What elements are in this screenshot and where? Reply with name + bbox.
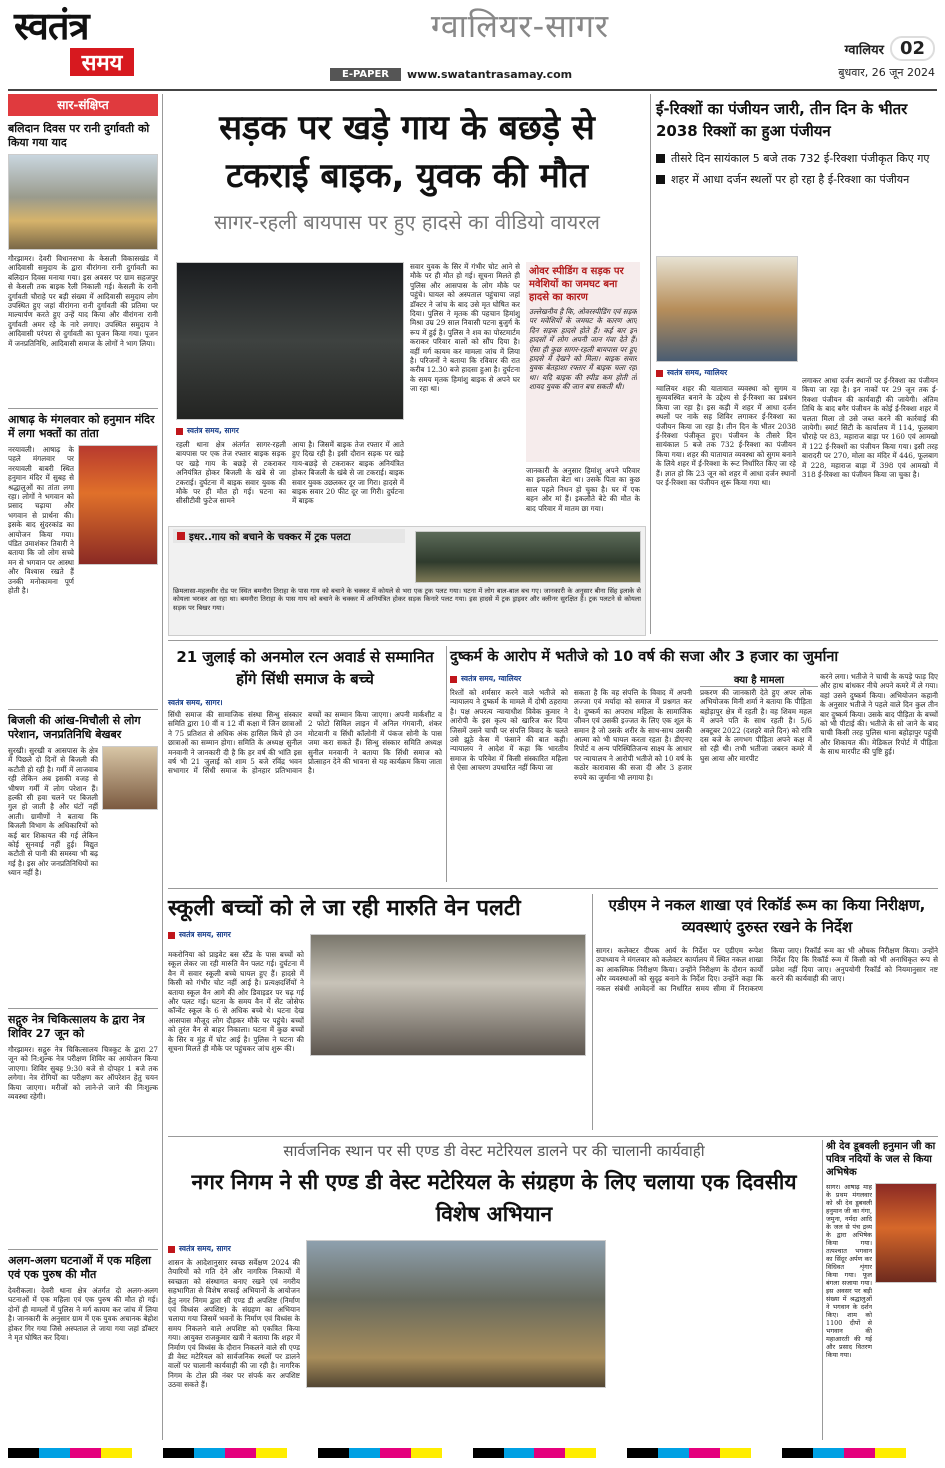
sidebar-body-5: देवरीकला। देवरी थाना क्षेत्र अंतर्गत दो अलग-अलग घटनाओं में एक महिला एवं एक पुरुष की मौत हो गई। दोनों ही मामलों में पुलिस ने मर्ग कायम कर जांच में लिया है। जानकारी के अनुसार ग्राम में एक युवक अचानक बेहोश होकर गिर गया जिसे अस्पताल ले जाया गया जहां डॉक्टर ने मृत घोषित कर दिया। <box>8 1286 158 1343</box>
date-line: बुधवार, 26 जून 2024 <box>838 66 935 79</box>
crime-box-title: क्या है मामला <box>700 672 818 687</box>
sidebar-body-2: नरयावली। आषाढ़ के पहले मंगलवार पर नरयावली बाबरी स्थित हनुमान मंदिर में सुबह से श्रद्धालुओं का तांता लगा रहा। लोगों ने भगवान को प्रसाद चढ़ाया और भगवान से प्रार्थना की। इसके बाद सुंदरकांड का आयोजन किया गया। पंडित उमाशंकर तिवारी ने बताया कि जो लोग सच्चे मन से भगवान पर आस्था और विश्वास रखते हैं उनकी मनोकामना पूर्ण होती है। <box>8 445 74 596</box>
logo-bottom-badge <box>70 48 134 76</box>
rickshaw-bullet-1: तीसरे दिन सायंकाल 5 बजे तक 732 ई-रिक्शा पंजीकृत किए गए <box>671 152 930 165</box>
logo[interactable] <box>14 4 134 84</box>
award-divider <box>446 646 447 882</box>
award-body: सिंधी समाज की सामाजिक संस्था सिन्धु संस्कार समिति द्वारा 10 वीं व 12 वीं कक्षा में जिन छात्राओं ने 75 प्रतिशत से अधिक अंक हासिल किये हो उन छात्राओं का सम्मान होगा। समिति के अध्यक्ष सुनील मनवानी ने जानकारी दी है कि हर वर्ष की भांति इस वर्ष भी 21 जुलाई को शाम 5 बजे रविंद्र भवन सभागार में सिंधी समाज के होनहार प्रतिभावान बच्चों का सम्मान किया जाएगा। अपनी मार्कशीट व 2 फोटो सिविल लाइन में अनिल गंगवानी, शंकर मोटवानी व सिंधी कॉलोनी में पंकज सोनी के पास जमा करा सकते हैं। सिन्धु संस्कार समिति अध्यक्ष सुनील मनवानी ने बताया कि सिंधी समाज को प्रोत्साहन देने की भावना से यह कार्यक्रम किया जाता है। <box>168 710 442 776</box>
cd-byline-text: स्वतंत्र समय, सागर <box>179 1244 231 1253</box>
lead-headline-line1[interactable]: सड़क पर खड़े गाय के बछड़े से <box>219 108 595 148</box>
sidebar-body-4: गौरझामर। सद्गुरु नेत्र चिकित्सालय चित्रकूट के द्वारा 27 जून को नि:शुल्क नेत्र परीक्षण शिविर का आयोजन किया जाएगा। शिविर सुबह 9:30 बजे से दोपहर 1 बजे तक लगेगा। नेत्र रोगियों का परीक्षण कर ऑपरेशन हेतु चयन किया जाएगा। मरीजों को लाने-ले जाने की निःशुल्क व्यवस्था रहेगी। <box>8 1045 158 1102</box>
crime-col-3: प्रकरण की जानकारी देते हुए अपर लोक अभियोजक मिनी शर्मा ने बताया कि पीड़िता बहोड़ापुर क्षेत्र में रहती है। वह शिवम महल में अपने पति के साथ रहती है। 5/6 अक्टूबर 2022 (दशहरे वाले दिन) को रात्रि दस बजे के लगभग पीड़िता अपने कक्ष में सो रही थी। तभी भतीजा जबरन कमरे में घुस आया और मारपीट <box>700 688 812 763</box>
crime-col-4: करने लगा। भतीजे ने चाची के कपड़े फाड़ दिए और हाथ बांधकर नीचे अपने कमरे में ले गया। वहां उसने दुष्कर्म किया। अभियोजन कहानी के अनुसार भतीजे ने पहले वाले दिन कुल तीन बार दुष्कर्म किया। उसके बाद पीड़िता के बच्चों को भी पीटाई की। भतीजे के सो जाने के बाद चाची किसी तरह पुलिस थाना बहोड़ापुर पहुंची और शिकायत की। मेडिकल रिपोर्ट में पीड़िता के साथ मारपीट की पुष्टि हुई। <box>820 672 938 757</box>
byline-bullet-icon <box>450 676 457 683</box>
sidebar-column <box>8 94 158 1440</box>
cd-story <box>168 1140 820 1440</box>
rickshaw-byline-text: स्वतंत्र समय, ग्वालियर <box>667 368 728 377</box>
bullet-square-icon <box>656 154 665 163</box>
van-photo <box>310 934 586 1056</box>
lead-col-4: जानकारी के अनुसार हिमांशु अपने परिवार का इकलौता बेटा था। उसके पिता का कुछ साल पहले निधन हो चुका है। घर में एक बहन और मां हैं। इकलौते बेटे की मौत के बाद परिवार में मातम छा गया। <box>526 466 640 513</box>
rickshaw-col-1: ग्वालियर शहर की यातायात व्यवस्था को सुगम व सुव्यवस्थित बनाने के उद्देश्य से ई-रिक्शा का प्रबंधन किया जा रहा है। इस कड़ी में शहर में आधा दर्जन स्थलों पर नाके सह शिविर लगाकर ई-रिक्शा का पंजीयन किया जा रहा है। तीन दिन के भीतर 2038 ई-रिक्शा पंजीकृत हुए। पंजीयन के तीसरे दिन सायंकाल 5 बजे तक 732 ई-रिक्शा का पंजीयन किया गया। शहर की यातायात व्यवस्था को सुगम बनाने के लिये शहर में ई-रिक्शा के रूट निर्धारित किए जा रहे हैं। ज्ञात हो कि 23 जून को शहर में आधा दर्जन स्थानों पर ई-रिक्शा का पंजीयन शुरू किया गया था। <box>656 384 796 488</box>
byline-bullet-icon <box>656 370 663 377</box>
temple-story <box>826 1140 938 1440</box>
crime-byline-text: स्वतंत्र समय, ग्वालियर <box>461 674 522 683</box>
crime-col-1: रिश्तों को शर्मसार करने वाले भतीजे को न्यायालय ने दुष्कर्म के मामले में दोषी ठहराया है। पक्ष अपरत्य न्यायाधीश विवेक कुमार ने आरोपी के इस कृत्य को खारिज कर दिया जिसमें उसने चाची पर संपत्ति विवाद के चलते उसे झूठे केस में फंसाने की बात कही। न्यायालय ने आदेश में कहा कि भारतीय समाज के परिवेश में किसी संस्कारित महिला से ऐसा आचरण उपधारित नहीं किया जा <box>450 688 568 773</box>
truck-photo <box>415 531 641 583</box>
lead-byline <box>176 426 404 436</box>
cd-byline <box>168 1244 231 1254</box>
cd-body-3 <box>612 1240 820 1438</box>
cd-divider <box>822 1140 823 1440</box>
bullet-square-icon <box>656 175 665 184</box>
page-info <box>790 36 935 80</box>
van-headline[interactable]: स्कूली बच्चों को ले जा रही मारुति वेन पलटी <box>168 896 521 921</box>
rickshaw-byline <box>656 368 798 378</box>
epaper-label: E-PAPER <box>330 68 401 81</box>
rickshaw-story <box>656 94 938 634</box>
row-divider-3 <box>168 1136 938 1137</box>
temple-body: सागर। आषाढ़ माह के प्रथम मंगलवार को श्री देव डूबवली हनुमान जी का गंगा, जमुना, नर्मदा आदि के जल से पंच द्रव्य के द्वारा अभिषेक किया गया। तत्पश्चात भगवान का सिंदूर अर्पण कर विधिवत शृंगार किया गया। फूल बंगला सजाया गया। इस अवसर पर बड़ी संख्या में श्रद्धालुओं ने भगवान के दर्शन किए। शाम को 1100 दीपों से भगवान की महाआरती की गई और प्रसाद वितरण किया गया। <box>826 1183 872 1359</box>
edition-title: ग्वालियर-सागर <box>430 7 610 45</box>
masthead-rule <box>8 89 937 91</box>
award-story <box>168 646 442 882</box>
award-headline[interactable]: 21 जुलाई को अनमोल रत्न अवार्ड से सम्मानित होंगे सिंधी समाज के बच्चे <box>176 648 434 688</box>
sidebar-headline-5[interactable]: अलग-अलग घटनाओं में एक महिला एवं एक पुरुष की मौत <box>8 1249 158 1282</box>
lead-sidebar-body: उल्लेखनीय है कि, ओवरस्पीडिंग एवं सड़क पर मवेशियों के जमघट के कारण आए दिन सड़क हादसे होते हैं। कई बार इन हादसों में लोग अपनी जान गंवा देते हैं। ऐसा ही कुछ सागर-रहली बायपास पर हुए हादसे में देखने को मिला। बाइक सवार युवक बेतहाशा रफ्तार में बाइक चला रहा था। यदि बाइक की स्पीड कम होती तो शायद युवक की जान बच सकती थी। <box>529 307 637 392</box>
lead-headline-line2[interactable]: टकराई बाइक, युवक की मौत <box>225 156 589 196</box>
byline-bullet-icon <box>176 428 183 435</box>
rickshaw-bullet-2: शहर में आधा दर्जन स्थलों पर हो रहा है ई-रिक्शा का पंजीयन <box>671 173 910 186</box>
lead-col-3: सवार युवक के सिर में गंभीर चोट आने से मौके पर ही मौत हो गई। सूचना मिलते ही पुलिस और आसपास के लोग मौके पर पहुंचे। घायल को अस्पताल पहुंचाया जहां डॉक्टर ने जांच के बाद उसे मृत घोषित कर दिया। पुलिस ने मृतक की पहचान हिमांशु मिश्रा उम्र 29 साल निवासी पटना बुजुर्ग के रूप में हुई है। पुलिस ने शव का पोस्टमार्टम कराकर परिवार वालों को सौंप दिया है। वहीं मर्ग कायम कर मामला जांच में लिया है। परिजनों ने बताया कि रविवार की रात करीब 12.30 बजे हादसा हुआ है। दुर्घटना के समय मृतक हिमांशु बाइक से अपने घर जा रहा था। <box>410 262 520 394</box>
sidebar-headline-4[interactable]: सद्गुरु नेत्र चिकित्सालय के द्वारा नेत्र शिविर 27 जून को <box>8 1008 158 1041</box>
truck-body: छिमलासा-महलवीर रोड पर स्थित बमनौरा तिराहा के पास गाय को बचाने के चक्कर में कोयले से भरा एक ट्रक पलट गया। घटना में लोग बाल-बाल बच गए। जानकारी के अनुसार बीना सिंह इलाके से कोयला भरकर आ रहा था। बमनौरा तिराहा के पास गाय को बचाने के चक्कर में अनियंत्रित होकर सड़क किनारे पलट गया। इस हादसे में ट्रक ड्राइवर और क्लीनर सुरक्षित हैं। ट्रक पलटने से कोयला सड़क पर बिखर गया। <box>173 587 641 612</box>
page-number: 02 <box>890 36 935 61</box>
row-divider-1 <box>168 640 938 641</box>
adm-body: सागर। कलेक्टर दीपक आर्य के निर्देश पर एडीएम रूपेश उपाध्याय ने मंगलवार को कलेक्टर कार्यालय में स्थित नकल शाखा का आकस्मिक निरीक्षण किया। उन्होंने निरीक्षण के दौरान कार्यों और व्यवस्थाओं को सुदृढ़ बनाने के निर्देश दिए। उन्होंने कहा कि नकल संबंधी आवेदनों का निर्धारित समय सीमा में निराकरण किया जाए। रिकॉर्ड रूम का भी औचक निरीक्षण किया। उन्होंने निर्देश दिए कि रिकॉर्ड रूम में किसी को भी अनाधिकृत रूप से प्रवेश नहीं दिया जाए। अनुपयोगी रिकॉर्ड को नियमानुसार नष्ट करने की कार्यवाही की जाए। <box>596 946 938 993</box>
sidebar-divider <box>162 94 163 1440</box>
sidebar-headline-2[interactable]: आषाढ़ के मंगलवार को हनुमान मंदिर में लगा भक्तों का तांता <box>8 408 158 441</box>
van-body-2 <box>310 1062 586 1124</box>
sidebar-body-3: सुरखी। सुरखी व आसपास के क्षेत्र में पिछले दो दिनों से बिजली की कटौती हो रही है। गर्मी में लाजवाब रही लेकिन अब इसकी वजह से भीषण गर्मी में लोग परेशान हैं। हल्की सी हवा चलने पर बिजली गुल हो जाती है और घंटों नहीं आती। ग्रामीणों ने बताया कि बिजली विभाग के अधिकारियों को कई बार शिकायत की गई लेकिन कोई सुनवाई नहीं हुई। विद्युत कटौती से पानी की समस्या भी बढ़ गई है। इस ओर जनप्रतिनिधियों का ध्यान नहीं है। <box>8 746 98 878</box>
van-story <box>168 894 588 1130</box>
lead-sidebar-headline[interactable]: ओवर स्पीडिंग व सड़क पर मवेशियों का जमघट बना हादसे का कारण <box>529 266 624 303</box>
cd-body-1: शासन के आदेशानुसार स्वच्छ सर्वेक्षण 2024 की तैयारियों को गति देने और नागरिक निकायों में स्वच्छता को संस्थागत बनाए रखने एवं नगरीय सहभागिता से विशेष सफाई अभियानों के आयोजन हेतु नगर निगम द्वारा सी एण्ड डी अपशिष्ट (निर्माण एवं विध्वंस अपशिष्ट) के संग्रहण का अभियान चलाया गया जिसमें भवनों के निर्माण एवं विध्वंस के समय निकलने वाले अपशिष्ट को एकत्रित किया गया। आयुक्त राजकुमार खत्री ने बताया कि शहर में निर्माण एवं विध्वंस के दौरान निकलने वाले सी एण्ड डी वेस्ट मटेरियल को सार्वजनिक स्थलों पर डालने वालों पर चालानी कार्यवाही की जा रही है। नागरिक निगम के टोल फ्री नंबर पर संपर्क कर अपशिष्ट उठवा सकते हैं। <box>168 1258 300 1390</box>
rickshaw-col-2: लगाकर आधा दर्जन स्थानों पर ई-रिक्शा का पंजीयन किया जा रहा है। इन नाकों पर 29 जून तक ई-रिक्शा पंजीयन की कार्यवाही की जायेगी। अंतिम तिथि के बाद बगैर पंजीयन के कोई ई-रिक्शा शहर में चलता मिला तो उसे जब्त करने की कार्रवाई की जायेगी। स्मार्ट सिटी के कार्यालय में 114, फूलबाग चौराहे पर 83, महाराज बाड़ा पर 160 एवं आमखो में 122 ई-रिक्शों का पंजीयन किया गया। इसी तरह बारादरी पर 270, मोला का मंदिर में 446, फूलबाग में 228, महाराज बाड़ा में 398 एवं आमखो में 318 ई-रिक्शा का पंजीयन किया जा चुका है। <box>802 376 938 480</box>
van-divider <box>592 894 593 1130</box>
crime-headline[interactable]: दुष्कर्म के आरोप में भतीजे को 10 वर्ष की सजा और 3 हजार का जुर्माना <box>450 649 839 665</box>
byline-bullet-icon <box>168 932 175 939</box>
adm-story <box>596 894 938 1130</box>
epaper-bar <box>330 66 730 82</box>
temple-photo <box>875 1183 937 1283</box>
logo-top-text: स्वतंत्र <box>14 3 89 48</box>
sidebar-photo-1 <box>8 154 158 250</box>
lead-story <box>168 94 646 634</box>
cd-headline[interactable]: नगर निगम ने सी एण्ड डी वेस्ट मटेरियल के संग्रहण के लिए चलाया एक दिवसीय विशेष अभियान <box>191 1170 797 1226</box>
lead-divider <box>650 94 651 634</box>
cd-kicker: सार्वजनिक स्थान पर सी एण्ड डी वेस्ट मटेरियल डालने पर की चालानी कार्यवाही <box>283 1142 705 1160</box>
sidebar-section-label: सार-संक्षिप्त <box>8 94 158 116</box>
cd-body-2 <box>306 1392 606 1438</box>
sidebar-body-1: गौरझामर। देवरी विधानसभा के केसली विकासखंड में आदिवासी समुदाय के द्वारा वीरांगना रानी दुर्गावती का बलिदान दिवस मनाया गया। इस अवसर पर ग्राम सहजपुर से केसली तक बाइक रैली निकाली गई। केसली के रानी दुर्गावती चौराहे पर बड़ी संख्या में आदिवासी समुदाय लोग उपस्थित हुए जहां वीरांगना रानी दुर्गावती की प्रतिमा पर माल्यार्पण करते हुए उन्हें याद किया और वीरांगना रानी दुर्गावती अमर रहे के नारे लगाए। उपस्थित समुदाय ने आदिवासी परंपरा से दुर्गावती का पूजन किया गया। पूजन में जनप्रतिनिधि, आदिवासी समाज के लोगों ने भाग लिया। <box>8 254 158 348</box>
truck-headline-icon <box>177 532 185 540</box>
lead-sidebar-box <box>526 262 640 462</box>
rickshaw-photo <box>656 256 798 362</box>
lead-byline-text: स्वतंत्र समय, सागर <box>187 426 239 435</box>
crime-story <box>450 646 938 882</box>
masthead <box>0 0 945 88</box>
van-body-1: मकरोनिया को प्राइवेट बस स्टैंड के पास बच्चों को स्कूल लेकर जा रही मारुति वैन पलट गई। दुर्घटना में वैन में सवार स्कूली बच्चे घायल हुए हैं। हादसे में किसी को गंभीर चोट नहीं आई है। प्रत्यक्षदर्शियों ने बताया स्कूल वैन आगे की ओर डिवाइडर पर चढ़ गई और पलट गई। घटना के समय वैन में सेंट जोसेफ कॉन्वेंट स्कूल के 6 से अधिक बच्चे थे। घटना देख आसपास मौजूद लोग दौड़कर मौके पर पहुंचे। बच्चों को तुरंत वैन से बाहर निकाला। घटना में कुछ बच्चों के सिर व मुंह में चोट आई है। पुलिस ने घटना की सूचना मिलते ही मौके पर पहुंचकर जांच शुरू की। <box>168 950 304 1054</box>
lead-subhead: सागर-रहली बायपास पर हुए हादसे का वीडियो वायरल <box>214 210 600 234</box>
truck-headline[interactable]: इधर..गाय को बचाने के चक्कर में ट्रक पलटा <box>189 532 351 543</box>
temple-headline[interactable]: श्री देव डूबवली हनुमान जी का पवित्र नदियों के जल से किया अभिषेक <box>826 1141 936 1178</box>
sidebar-headline-1[interactable]: बलिदान दिवस पर रानी दुर्गावती को किया गया याद <box>8 122 150 149</box>
truck-story <box>168 526 646 636</box>
award-byline <box>168 698 442 708</box>
award-byline-text: स्वतंत्र समय, सागर। <box>168 698 223 707</box>
van-byline-text: स्वतंत्र समय, सागर <box>179 930 231 939</box>
city-label: ग्वालियर <box>844 42 884 58</box>
lead-photo <box>176 262 404 420</box>
website-link[interactable]: www.swatantrasamay.com <box>407 67 573 81</box>
lead-col-2: आया है। जिसमें बाइक तेज रफ्तार में आते हुए दिख रही है। इसी दौरान सड़क पर खड़े गाय-बछड़े से टकराकर बाइक अनियंत्रित होकर बिजली के खंबे से जा टकराई। बाइक सवार युवक उछलकर दूर जा गिरा। हादसे में बाइक सवार 20 फीट दूर जा गिरी। दुर्घटना में बाइक <box>292 440 404 506</box>
byline-bullet-icon <box>168 1246 175 1253</box>
lead-col-1: रहली थाना क्षेत्र अंतर्गत सागर-रहली बायपास पर एक तेज रफ्तार बाइक सड़क पर खड़े गाय के बछड़े से टकराकर अनियंत्रित होकर बिजली के खंबे से जा टकराई। दुर्घटना में बाइक सवार युवक की मौके पर ही मौत हो गई। घटना का सीसीटीवी फुटेज सामने <box>176 440 286 506</box>
footer-color-strip <box>8 1448 937 1458</box>
sidebar-photo-3 <box>102 746 158 810</box>
crime-col-2: सकता है कि वह संपत्ति के विवाद में अपनी लज्जा एवं मर्यादा को समाज में प्रश्नगत कर दे। दुष्कर्म का अपराध महिला के सामाजिक जीवन एवं उसकी इज्जत के लिए एक शूल के समान है जो उसके शरीर के साथ-साथ उसकी आत्मा को भी घायल करता रहता है। डीएनए रिपोर्ट व अन्य परिस्थितिजन्य साक्ष्य के आधार पर न्यायालय ने आरोपी भतीजे को 10 वर्ष के कठोर कारावास की सजा दी और 3 हजार रुपये का जुर्माना भी लगाया है। <box>574 688 692 782</box>
rickshaw-headline[interactable]: ई-रिक्शों का पंजीयन जारी, तीन दिन के भीतर 2038 रिक्शों का हुआ पंजीयन <box>656 100 908 140</box>
adm-headline[interactable]: एडीएम ने नकल शाखा एवं रिकॉर्ड रूम का किया निरीक्षण, व्यवस्थाएं दुरुस्त रखने के निर्देश <box>608 896 926 936</box>
cd-photo <box>306 1240 606 1388</box>
crime-byline <box>450 674 521 684</box>
sidebar-photo-2 <box>78 445 158 565</box>
row-divider-2 <box>168 888 938 889</box>
logo-bottom-text: समय <box>81 50 123 76</box>
sidebar-headline-3[interactable]: बिजली की आंख-मिचौली से लोग परेशान, जनप्रतिनिधि बेखबर <box>8 709 158 742</box>
